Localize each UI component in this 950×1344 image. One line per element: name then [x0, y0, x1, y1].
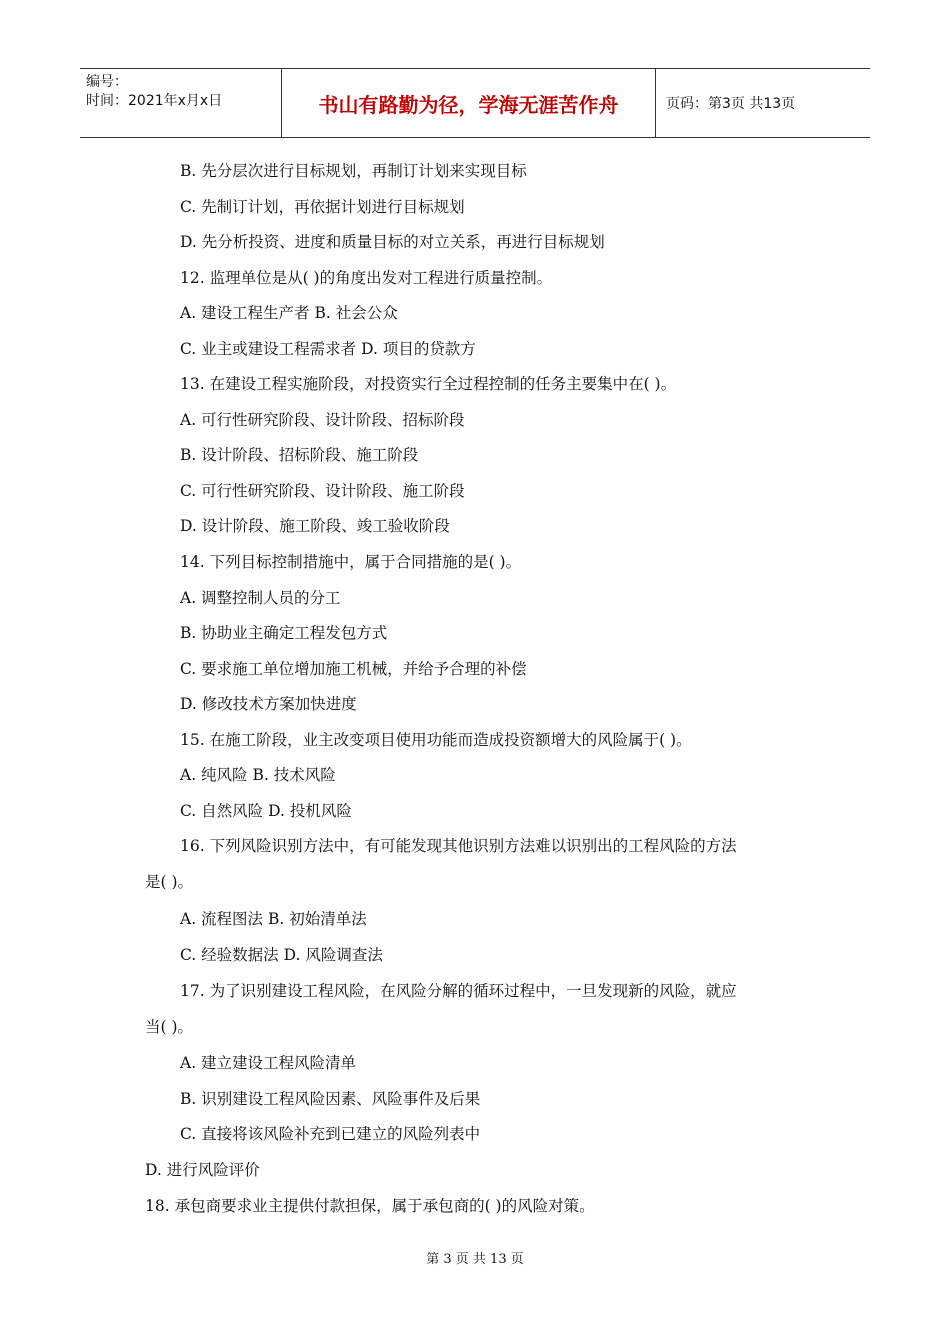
text-line: 13. 在建设工程实施阶段，对投资实行全过程控制的任务主要集中在( )。 [180, 375, 677, 393]
text-line: 当( )。 [145, 1018, 194, 1036]
text-line: A. 可行性研究阶段、设计阶段、招标阶段 [180, 411, 465, 429]
text-line: A. 建设工程生产者 B. 社会公众 [180, 304, 398, 322]
text-line: A. 调整控制人员的分工 [180, 589, 341, 607]
text-line: C. 业主或建设工程需求者 D. 项目的贷款方 [180, 340, 476, 358]
text-line: C. 先制订计划，再依据计划进行目标规划 [180, 198, 465, 216]
text-line: C. 直接将该风险补充到已建立的风险列表中 [180, 1125, 481, 1143]
text-line: 是( )。 [145, 873, 194, 891]
date-label: 时间：2021年x月x日 [86, 93, 223, 109]
text-line: B. 协助业主确定工程发包方式 [180, 624, 388, 642]
text-line: C. 自然风险 D. 投机风险 [180, 802, 352, 820]
text-line: A. 纯风险 B. 技术风险 [180, 766, 336, 784]
text-line: C. 要求施工单位增加施工机械，并给予合理的补偿 [180, 660, 527, 678]
header-page-number: 页码：第3页 共13页 [666, 96, 796, 112]
header-motto: 书山有路勤为径，学海无涯苦作舟 [282, 69, 656, 137]
text-line: A. 流程图法 B. 初始清单法 [180, 910, 367, 928]
text-line: 14. 下列目标控制措施中，属于合同措施的是( )。 [180, 553, 522, 571]
text-line: 18. 承包商要求业主提供付款担保，属于承包商的( )的风险对策。 [145, 1197, 595, 1215]
text-line: 12. 监理单位是从( )的角度出发对工程进行质量控制。 [180, 269, 553, 287]
text-line: B. 识别建设工程风险因素、风险事件及后果 [180, 1090, 481, 1108]
number-label: 编号： [86, 74, 128, 90]
page-header [80, 68, 870, 138]
text-line: 15. 在施工阶段，业主改变项目使用功能而造成投资额增大的风险属于( )。 [180, 731, 692, 749]
text-line: 17. 为了识别建设工程风险，在风险分解的循环过程中，一旦发现新的风险，就应 [180, 982, 737, 1000]
text-line: D. 设计阶段、施工阶段、竣工验收阶段 [180, 517, 450, 535]
text-line: A. 建立建设工程风险清单 [180, 1054, 357, 1072]
text-line: D. 修改技术方案加快进度 [180, 695, 357, 713]
text-line: B. 先分层次进行目标规划，再制订计划来实现目标 [180, 162, 527, 180]
text-line: C. 可行性研究阶段、设计阶段、施工阶段 [180, 482, 465, 500]
page-footer: 第 3 页 共 13 页 [426, 1252, 524, 1267]
text-line: C. 经验数据法 D. 风险调查法 [180, 946, 383, 964]
text-line: D. 进行风险评价 [145, 1161, 260, 1179]
text-line: B. 设计阶段、招标阶段、施工阶段 [180, 446, 419, 464]
text-line: D. 先分析投资、进度和质量目标的对立关系，再进行目标规划 [180, 233, 605, 251]
header-info-cell [80, 69, 282, 137]
text-line: 16. 下列风险识别方法中，有可能发现其他识别方法难以识别出的工程风险的方法 [180, 837, 737, 855]
